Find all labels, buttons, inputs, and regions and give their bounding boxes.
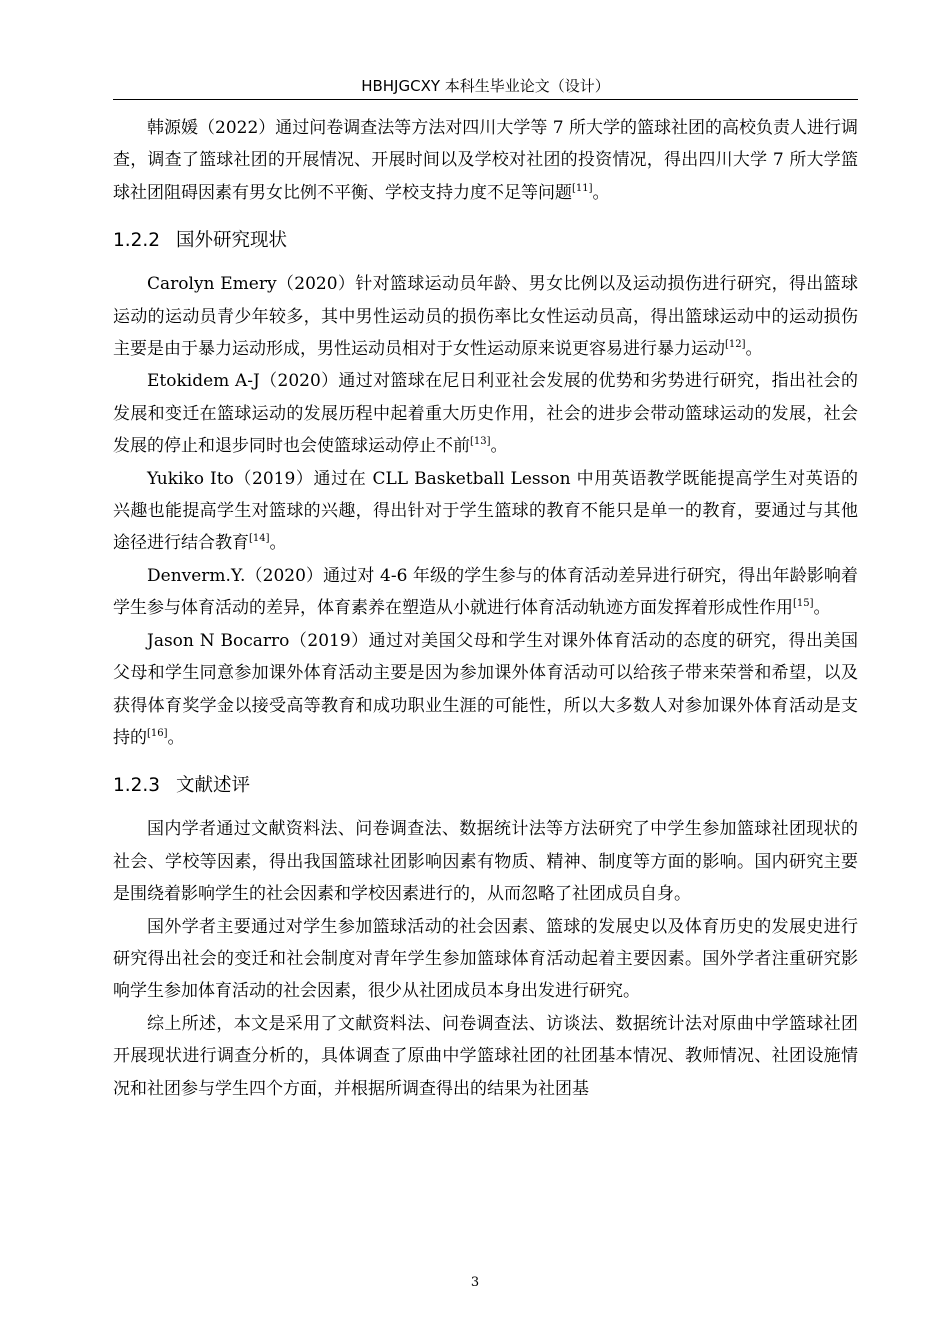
body-content [113,112,858,1105]
section-title: 文献述评 [176,775,251,797]
section-heading [113,765,858,807]
paragraph: Jason N Bocarro（2019）通过对美国父母和学生对课外体育活动的态度的研究，得出美国父母和学生同意参加课外体育活动主要是因为参加课外体育活动可以给孩子带来荣誉和希望，以及获得体育奖学金以接受高等教育和成功职业生涯的可能性，所以大多数人对参加课外体育活动是支持的[16]。 [113,630,858,748]
header-rule [113,99,858,100]
section-number: 1.2.3 [113,775,161,797]
citation: [13] [470,436,491,448]
citation: [14] [249,533,270,545]
citation: [15] [793,598,814,610]
paragraph: Yukiko Ito（2019）通过在 CLL Basketball Lesson 中用英语教学既能提高学生对英语的兴趣也能提高学生对篮球的兴趣，得出针对于学生篮球的教育不能只是单一的教育，要通过与其他途径进行结合教育[14]。 [113,468,858,554]
section-number: 1.2.2 [113,230,161,252]
citation: [12] [725,339,746,351]
paragraph: Etokidem A-J（2020）通过对篮球在尼日利亚社会发展的优势和劣势进行研究，指出社会的发展和变迁在篮球运动的发展历程中起着重大历史作用，社会的进步会带动篮球运动的发展，社会发展的停止和退步同时也会使篮球运动停止不前[13]。 [113,371,858,457]
section-title: 国外研究现状 [176,230,288,252]
section-heading [113,220,858,262]
page-number: 3 [470,1275,480,1290]
paragraph: Denverm.Y.（2020）通过对 4-6 年级的学生参与的体育活动差异进行研究，得出年龄影响着学生参与体育活动的差异，体育素养在塑造从小就进行体育活动轨迹方面发挥着形成性作用[15]。 [113,565,858,619]
citation: [16] [147,727,168,739]
paragraph: 国内学者通过文献资料法、问卷调查法、数据统计法等方法研究了中学生参加篮球社团现状的社会、学校等因素，得出我国篮球社团影响因素有物质、精神、制度等方面的影响。国内研究主要是围绕着影响学生的社会因素和学校因素进行的，从而忽略了社团成员自身。 [113,819,858,905]
paragraph: 韩源媛（2022）通过问卷调查法等方法对四川大学等 7 所大学的篮球社团的高校负责人进行调查，调查了篮球社团的开展情况、开展时间以及学校对社团的投资情况，得出四川大学 7 所大学篮球社团阻碍因素有男女比例不平衡、学校支持力度不足等问题[11]。 [113,118,858,203]
citation: [11] [572,182,593,194]
paragraph: 国外学者主要通过对学生参加篮球活动的社会因素、篮球的发展史以及体育历史的发展史进行研究得出社会的变迁和社会制度对青年学生参加篮球体育活动起着主要因素。国外学者注重研究影响学生参加体育活动的社会因素，很少从社团成员本身出发进行研究。 [113,916,858,1002]
running-header: HBHJGCXY 本科生毕业论文（设计） [361,77,610,95]
paragraph: Carolyn Emery（2020）针对篮球运动员年龄、男女比例以及运动损伤进行研究，得出篮球运动的运动员青少年较多，其中男性运动员的损伤率比女性运动员高，得出篮球运动中的运动损伤主要是由于暴力运动形成，男性运动员相对于女性运动原来说更容易进行暴力运动[12]。 [113,274,858,360]
paragraph: 综上所述，本文是采用了文献资料法、问卷调查法、访谈法、数据统计法对原曲中学篮球社团开展现状进行调查分析的，具体调查了原曲中学篮球社团的社团基本情况、教师情况、社团设施情况和社团参与学生四个方面，并根据所调查得出的结果为社团基 [113,1013,858,1099]
